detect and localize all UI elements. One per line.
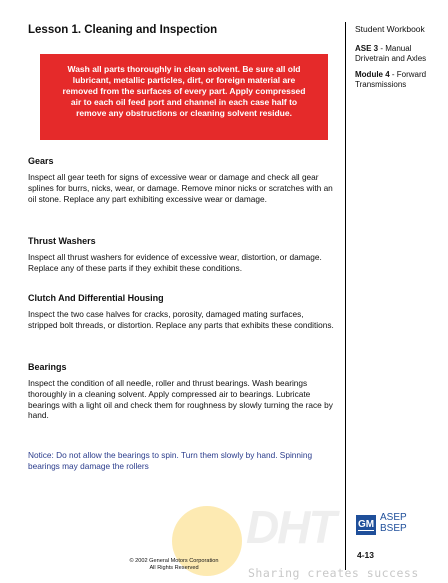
sidebar-ase-entry xyxy=(355,44,447,64)
gm-logo xyxy=(356,515,376,535)
section-heading: Clutch And Differential Housing xyxy=(28,293,164,303)
section-gears xyxy=(28,156,334,204)
sidebar-divider xyxy=(345,22,346,570)
watermark-tagline: Sharing creates success xyxy=(248,566,419,580)
warning-box: Wash all parts thoroughly in clean solvent. Be sure all old lubricant, metallic particles, dirt, or foreign material are removed from the surfaces of every part. Apply compressed air to each oil feed port and channel in each case half to remove any obstructions or cleaning solvent residue. xyxy=(40,54,328,140)
section-body: Inspect all gear teeth for signs of excessive wear or damage and check all gear splines for burrs, nicks, wear, or damage. Remove minor nicks or scratches with an oil stone. Replace any part exhibiting excessive wear or damage. xyxy=(28,172,333,204)
asep-bsep-logo xyxy=(380,512,407,534)
gm-logo-text: GM xyxy=(357,518,375,530)
notice-text: Notice: Do not allow the bearings to spin. Turn them slowly by hand. Spinning bearings may damage the rollers xyxy=(28,450,313,471)
section-body: Inspect the two case halves for cracks, porosity, damaged mating surfaces, stripped bolt threads, or distortion. Replace any parts that exhibits these conditions. xyxy=(28,309,334,330)
section-body: Inspect all thrust washers for evidence of excessive wear, distortion, or damage. Replace any of these parts if they exhibit these conditions. xyxy=(28,252,322,273)
sidebar-module-entry xyxy=(355,70,447,90)
section-heading: Bearings xyxy=(28,362,67,372)
section-heading: Gears xyxy=(28,156,54,166)
bsep-label: BSEP xyxy=(380,523,407,534)
ase-description: - Manual Drivetrain and Axles xyxy=(355,44,427,63)
section-bearings xyxy=(28,362,334,421)
asep-label: ASEP xyxy=(380,512,407,523)
rights-line: All Rights Reserved xyxy=(149,565,199,571)
module-description: - Forward Transmissions xyxy=(355,70,427,89)
sidebar xyxy=(355,24,447,96)
module-code: Module 4 xyxy=(355,70,390,79)
page-number: 4-13 xyxy=(357,550,375,560)
ase-code: ASE 3 xyxy=(355,44,379,53)
lesson-title: Lesson 1. Cleaning and Inspection xyxy=(28,24,218,36)
section-thrust-washers xyxy=(28,236,334,274)
watermark-logo: DHT xyxy=(246,501,335,553)
copyright-line: © 2002 General Motors Corporation xyxy=(129,558,219,564)
sidebar-workbook-label: Student Workbook xyxy=(355,24,425,34)
section-clutch-housing xyxy=(28,293,334,331)
copyright-notice xyxy=(120,558,228,572)
section-body: Inspect the condition of all needle, roller and thrust bearings. Wash bearings thoroughly in a cleaning solvent. Apply compressed air to bearings. Lubricate bearings with a light oil and check them for roughness by slowly turning the race by hand. xyxy=(28,378,333,421)
section-heading: Thrust Washers xyxy=(28,236,96,246)
